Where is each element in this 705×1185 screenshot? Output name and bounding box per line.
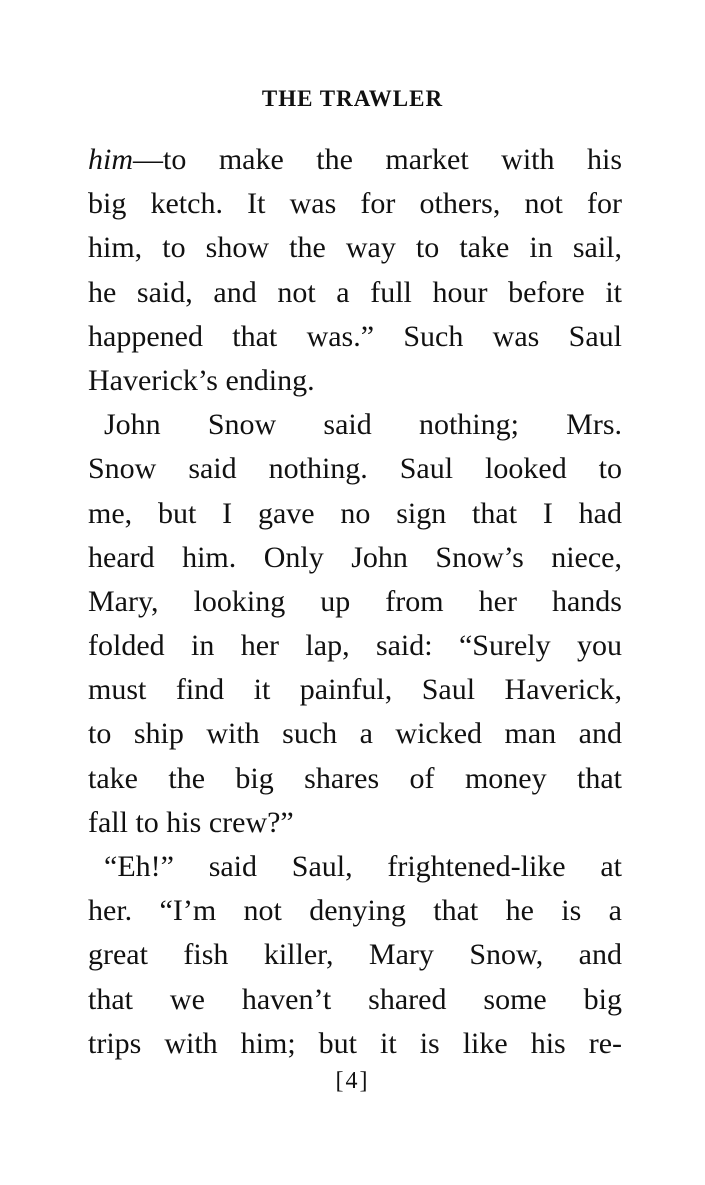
paragraph-line: to ship with such a wicked man and [88,717,622,751]
line-text: —to make the market with his [133,143,622,176]
paragraph-line: folded in her lap, said: “Surely you [88,629,622,663]
paragraph-line: heard him. Only John Snow’s niece, [88,540,622,574]
page-number: [4] [335,1068,370,1094]
paragraph-line: great fish killer, Mary Snow, and [88,938,622,972]
paragraph-line: trips with him; but it is like his re- [88,1026,622,1060]
paragraph-line: Haverick’s ending. [88,363,315,397]
paragraph-line: take the big shares of money that [88,761,622,795]
paragraph-line: John Snow said nothing; Mrs. [104,408,622,442]
paragraph-line: me, but I gave no sign that I had [88,496,622,530]
paragraph-line: “Eh!” said Saul, frightened-like at [104,850,622,883]
paragraph-line: big ketch. It was for others, not for [88,187,622,221]
paragraph-line: that we haven’t shared some big [88,982,622,1016]
paragraph-line: happened that was.” Such was Saul [88,319,622,353]
paragraph-line: him, to show the way to take in sail, [88,231,622,265]
running-header: THE TRAWLER [261,86,444,111]
paragraph-line [88,138,622,182]
paragraph-line: he said, and not a full hour before it [88,275,622,309]
paragraph-line: Snow said nothing. Saul looked to [88,452,622,486]
italic-word: him [88,143,133,176]
paragraph-line: her. “I’m not denying that he is a [88,894,622,928]
paragraph-line: fall to his crew?” [88,805,294,839]
body-text [88,138,622,1066]
paragraph-line: must find it painful, Saul Haverick, [88,673,622,707]
paragraph-line: Mary, looking up from her hands [88,584,622,618]
